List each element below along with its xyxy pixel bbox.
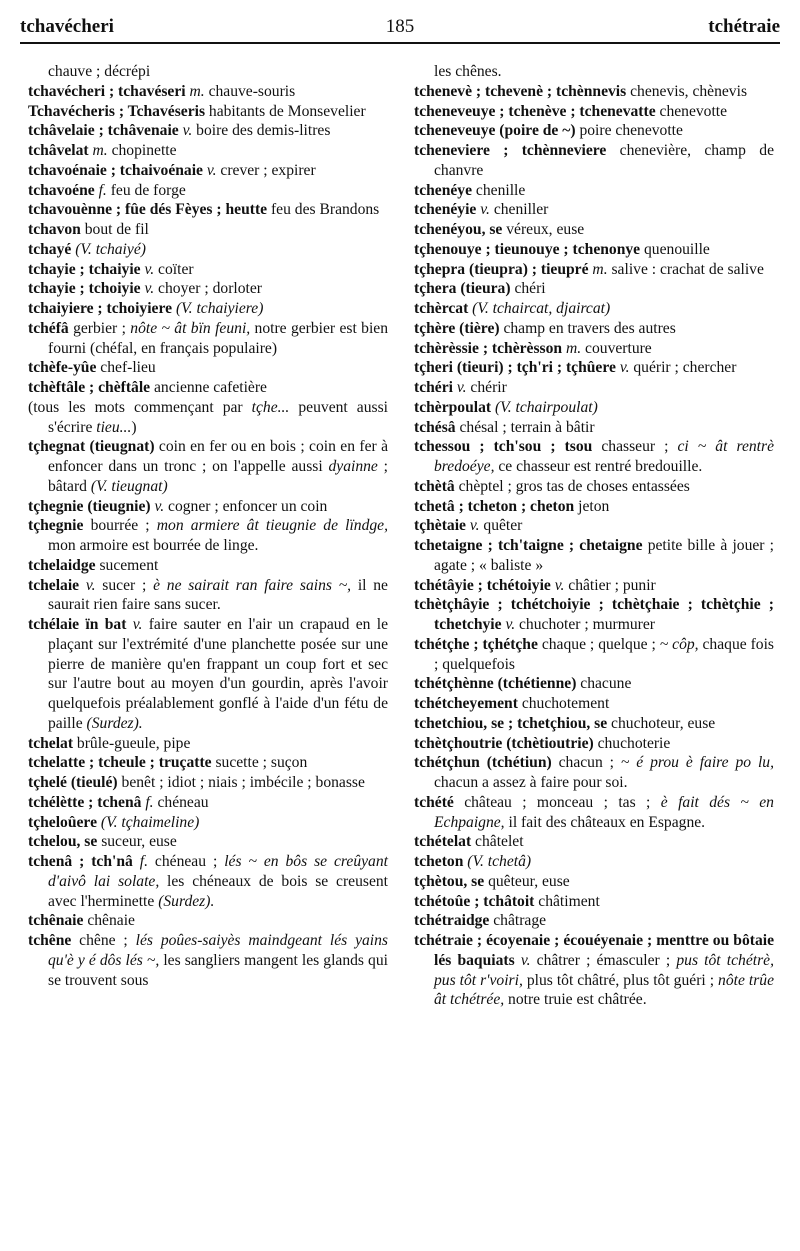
definition-text: jeton: [574, 497, 610, 515]
dictionary-entry: [28, 556, 388, 576]
grammar-label: m.: [88, 142, 108, 159]
definition-text: feu de forge: [106, 181, 186, 199]
definition-text: chênaie: [83, 912, 135, 930]
headword: tchâvelaie ; tchâvenaie: [28, 122, 179, 140]
headword: tchenâ ; tch'nâ: [28, 853, 133, 870]
headword: tchetâ ; tcheton ; cheton: [414, 497, 575, 515]
right-column: [414, 62, 774, 1010]
dictionary-entry: [414, 832, 774, 852]
dictionary-entry: [28, 82, 388, 102]
definition-text: chéri: [510, 280, 546, 298]
dictionary-entry: [28, 398, 388, 438]
header-rule: [20, 42, 780, 44]
dictionary-entry: [414, 911, 774, 931]
dictionary-entry: [28, 773, 388, 793]
italic-note: (Surdez).: [86, 714, 143, 732]
grammar-label: f.: [132, 853, 148, 870]
definition-text: véreux, euse: [502, 221, 585, 238]
dictionary-entry: [28, 220, 388, 240]
definition-text: gerbier ;: [68, 319, 131, 337]
definition-text: sucement: [95, 556, 159, 574]
headword: tchâvelat: [28, 142, 89, 159]
headword: tchavécheri ; tchavéseri: [28, 82, 186, 100]
headword: tchelaie: [28, 576, 80, 594]
dictionary-entry: [28, 319, 388, 359]
italic-note: (Surdez).: [158, 892, 215, 910]
italic-note: (V. tchaiyiere): [172, 300, 264, 317]
definition-text: choyer ; dorloter: [154, 280, 262, 298]
grammar-label: m.: [185, 82, 205, 100]
example-text: pus tôt tchétrè, pus tôt r'voiri,: [434, 951, 774, 989]
example-text: mon armiere ât tieugnie de lïndge,: [156, 517, 388, 535]
dictionary-entry: [414, 477, 774, 497]
definition-text: chenille: [472, 181, 526, 199]
definition-text: habitants de Monsevelier: [205, 102, 366, 120]
definition-text: châtelet: [471, 833, 524, 851]
definition-text: chauve-souris: [204, 82, 296, 100]
dictionary-entry: [414, 200, 774, 220]
headword: tchétoûe ; tchâtoit: [414, 892, 535, 910]
headword: tçhegnat (tieugnat): [28, 438, 155, 456]
definition-text: les chênes.: [434, 63, 502, 80]
headword: tchètçhoutrie (tchètioutrie): [414, 734, 594, 752]
definition-text: coin en fer ou en bois ; coin en fer à enfoncer dans un tronc ; on l'appelle aussi: [48, 438, 388, 475]
definition-text: ancienne cafetière: [150, 379, 267, 396]
dictionary-entry: [414, 497, 774, 517]
definition-text: chaque fois ; quelquefois: [434, 635, 774, 673]
grammar-label: v.: [140, 260, 155, 278]
definition-text: château ; monceau ; tas ;: [453, 793, 661, 811]
definition-text: chuchoter ; murmurer: [515, 616, 655, 633]
definition-text: bourrée ;: [83, 517, 157, 535]
dictionary-entry: [28, 299, 388, 319]
definition-text: bout de fil: [80, 221, 149, 238]
headword: tchetaigne ; tch'taigne ; chetaigne: [414, 537, 643, 554]
definition-text: peuvent aussi s'écrire: [48, 398, 388, 436]
definition-text: quêter: [479, 517, 523, 535]
grammar-label: v.: [465, 517, 480, 535]
headword: tchétçhe ; tçhétçhe: [414, 635, 538, 653]
headword: tçhètou, se: [414, 872, 485, 890]
dictionary-entry: [414, 437, 774, 477]
definition-text: chèptel ; gros tas de choses entassées: [454, 477, 690, 495]
dictionary-entry: [28, 437, 388, 496]
dictionary-entry: [414, 674, 774, 694]
headword: tchenéyie: [414, 201, 477, 219]
headword: tchételat: [414, 833, 472, 851]
headword: tchavouènne ; fûe dés Fèyes ; heutte: [28, 201, 268, 219]
dictionary-entry: [28, 240, 388, 260]
definition-text: chuchotement: [517, 695, 610, 712]
headword: tchélaie ïn bat: [28, 616, 127, 633]
dictionary-entry: [414, 299, 774, 319]
dictionary-entry: [414, 220, 774, 240]
headword: tchavoéne: [28, 181, 95, 199]
dictionary-entry: [28, 378, 388, 398]
headword: tchétraidge: [414, 912, 490, 930]
definition-text: coïter: [154, 260, 194, 278]
headword: tchênaie: [28, 912, 84, 930]
dictionary-entry: [28, 102, 388, 122]
definition-text: chésal ; terrain à bâtir: [455, 418, 595, 436]
definition-text: châtier ; punir: [564, 576, 656, 594]
dictionary-entry: [414, 181, 774, 201]
headword: tchétçhènne (tchétienne): [414, 675, 577, 693]
header-first-entry: tchavécheri: [20, 16, 114, 37]
italic-note: (V. tçhaimeline): [97, 813, 200, 831]
left-column: [28, 62, 388, 990]
example-text: è ne sairait ran faire sains ~,: [153, 576, 352, 594]
definition-text: chenevière, champ de chanvre: [434, 142, 774, 179]
dictionary-entry: [28, 931, 388, 990]
headword: tçhètaie: [414, 517, 466, 535]
dictionary-entry: [414, 240, 774, 260]
definition-text: chenevotte: [655, 102, 728, 120]
dictionary-entry: [414, 378, 774, 398]
headword: tcheneviere ; tchènneviere: [414, 142, 607, 159]
dictionary-entry: [28, 576, 388, 616]
definition-text: sucer ;: [95, 576, 154, 594]
definition-text: feu des Brandons: [267, 201, 380, 219]
definition-text: salive : crachat de salive: [607, 260, 764, 278]
definition-text: chasseur ;: [592, 438, 678, 456]
grammar-label: v.: [202, 161, 217, 179]
italic-note: (V. tchaircat, djaircat): [468, 300, 611, 317]
dictionary-entry: [28, 615, 388, 734]
dictionary-entry: [28, 62, 388, 82]
dictionary-entry: [414, 319, 774, 339]
definition-text: chêne ;: [71, 932, 136, 949]
page-number: 185: [385, 16, 415, 37]
dictionary-entry: [414, 62, 774, 82]
headword: tçhegnie (tieugnie): [28, 497, 151, 515]
dictionary-entry: [414, 635, 774, 675]
definition-text: châtiment: [534, 892, 600, 910]
definition-text: sucette ; suçon: [211, 754, 308, 772]
dictionary-entry: [28, 181, 388, 201]
dictionary-entry: [28, 358, 388, 378]
definition-text: brûle-gueule, pipe: [73, 734, 191, 752]
dictionary-entry: [414, 714, 774, 734]
headword: tchêne: [28, 932, 72, 949]
headword: tchéfâ: [28, 319, 69, 337]
definition-text: chacun ;: [551, 754, 621, 772]
headword: tçhelé (tieulé): [28, 774, 118, 791]
headword: tchenevè ; tchevenè ; tchènnevis: [414, 82, 627, 100]
example-text: lés poûes-saiyès maindgeant lés yains qu'è y é dôs lés ~,: [48, 932, 388, 969]
dictionary-entry: [414, 734, 774, 754]
example-text: ci ~ ât rentrè bredoéye,: [434, 438, 775, 475]
definition-text: chéneau ;: [148, 853, 225, 870]
italic-note: (V. tchetâ): [463, 853, 532, 870]
headword: tchavon: [28, 221, 81, 238]
headword: tchelou, se: [28, 833, 98, 851]
definition-text: chérir: [466, 379, 507, 396]
dictionary-entry: [414, 418, 774, 438]
italic-note: tieu...: [96, 418, 132, 436]
header-last-entry: tchétraie: [708, 16, 780, 37]
grammar-label: v.: [79, 576, 96, 594]
headword: tchayie ; tchaiyie: [28, 260, 141, 278]
page-header: [20, 12, 780, 42]
definition-text: châtrage: [489, 912, 547, 930]
example-text: lés ~ en bôs se creûyant d'aivô lai solate,: [48, 853, 388, 890]
headword: tçheri (tieuri) ; tçh'ri ; tçhûere: [414, 359, 616, 377]
definition-text: champ en travers des autres: [499, 319, 676, 337]
definition-text: (tous les mots commençant par: [28, 398, 252, 416]
grammar-label: v.: [178, 122, 193, 140]
headword: tchenéyou, se: [414, 221, 503, 238]
dictionary-entry: [414, 753, 774, 793]
dictionary-entry: [28, 161, 388, 181]
definition-text: les chéneaux de bois se creusent avec l'herminette: [48, 872, 388, 910]
headword: tçhepra (tieupra) ; tieupré: [414, 260, 589, 278]
example-text: nôte trûe ât tchétrée,: [434, 971, 774, 1009]
definition-text: chéneau: [153, 793, 209, 811]
headword: tchèfe-yûe: [28, 359, 97, 377]
dictionary-entry: [28, 852, 388, 911]
dictionary-entry: [414, 260, 774, 280]
definition-text: crever ; expirer: [216, 161, 316, 179]
dictionary-entry: [414, 358, 774, 378]
headword: tchétçhun (tchétiun): [414, 754, 552, 772]
dictionary-entry: [414, 121, 774, 141]
headword: tchétraie ; écoyenaie ; écouéyenaie ; menttre ou bôtaie lés baquiats: [414, 932, 774, 969]
dictionary-entry: [28, 497, 388, 517]
dictionary-entry: [414, 339, 774, 359]
headword: tchèftâle ; chèftâle: [28, 379, 151, 396]
dictionary-entry: [28, 753, 388, 773]
italic-note: tçhe...: [251, 398, 290, 416]
headword: tçhenouye ; tieunouye ; tchenonye: [414, 240, 641, 258]
definition-text: plus tôt châtré, plus tôt guéri ;: [522, 971, 719, 989]
definition-text: quenouille: [640, 240, 710, 258]
dictionary-entry: [28, 911, 388, 931]
definition-text: benêt ; idiot ; niais ; imbécile ; bonasse: [117, 774, 365, 791]
definition-text: notre gerbier est bien fourni (chéfal, en français populaire): [48, 319, 389, 357]
definition-text: il fait des châteaux en Espagne.: [504, 813, 706, 831]
dictionary-entry: [28, 121, 388, 141]
dictionary-entry: [28, 260, 388, 280]
example-text: è fait dés ~ en Echpaigne,: [434, 793, 774, 831]
headword: tçhegnie: [28, 517, 84, 535]
definition-text: chopinette: [107, 142, 177, 159]
headword: tchésâ: [414, 418, 456, 436]
grammar-label: v.: [501, 616, 516, 633]
dictionary-entry: [414, 102, 774, 122]
dictionary-entry: [414, 872, 774, 892]
headword: tchavoénaie ; tchaivoénaie: [28, 161, 203, 179]
headword: tçheloûere: [28, 813, 97, 831]
definition-text: petite bille à jouer ; agate ; « baliste »: [434, 537, 774, 574]
headword: tchètâ: [414, 477, 455, 495]
dictionary-entry: [414, 576, 774, 596]
definition-text: suceur, euse: [97, 833, 177, 851]
definition-text: chef-lieu: [96, 359, 156, 377]
headword: tchétâyie ; tchétoiyie: [414, 576, 551, 594]
dictionary-entry: [414, 279, 774, 299]
dictionary-entry: [28, 200, 388, 220]
dictionary-entry: [414, 852, 774, 872]
headword: tcheton: [414, 853, 464, 870]
dictionary-entry: [28, 734, 388, 754]
dictionary-entry: [414, 892, 774, 912]
grammar-label: v.: [150, 497, 165, 515]
definition-text: chuchoteur, euse: [607, 714, 716, 732]
definition-text: cogner ; enfoncer un coin: [164, 497, 328, 515]
dictionary-entry: [414, 694, 774, 714]
headword: tchelaidge: [28, 556, 96, 574]
definition-text: quérir ; chercher: [629, 359, 737, 377]
definition-text: faire sauter en l'air un crapaud en le plaçant sur l'extrémité d'une planchette posée sur une pierre de manière qu'en frappant un coup fort et sec sur l'autre bout au moyen d'un gourdin, après l'avoir quelquefois préalablement gonflé à l'aide d'un fétu de paille: [48, 616, 389, 732]
definition-text: cheniller: [489, 201, 549, 219]
grammar-label: m.: [588, 260, 608, 278]
definition-text: châtrer ; émasculer ;: [530, 951, 677, 969]
definition-text: chacun a assez à faire pour soi.: [434, 774, 628, 791]
headword: tcheneveuye (poire de ~): [414, 122, 576, 140]
dictionary-entry: [414, 82, 774, 102]
definition-text: chenevis, chènevis: [626, 82, 748, 100]
dictionary-entry: [28, 141, 388, 161]
headword: tçhera (tieura): [414, 280, 511, 298]
headword: tchaiyiere ; tchoiyiere: [28, 300, 173, 317]
grammar-label: f.: [94, 181, 107, 199]
headword: tchetchiou, se ; tchetçhiou, se: [414, 714, 608, 732]
dictionary-entry: [414, 536, 774, 576]
grammar-label: v.: [514, 951, 531, 969]
headword: tchéri: [414, 379, 453, 396]
headword: tchété: [414, 793, 454, 811]
headword: tchètçhâyie ; tchétchoiyie ; tchètçhaie ; tchètçhie ; tchetchyie: [414, 596, 774, 633]
definition-text: chauve ; décrépi: [48, 63, 151, 80]
headword: tchelat: [28, 734, 74, 752]
grammar-label: v.: [140, 280, 155, 298]
italic-note: (V. tieugnat): [90, 477, 168, 495]
definition-text: ; bâtard: [48, 458, 388, 495]
grammar-label: v.: [615, 359, 630, 377]
definition-text: il ne saurait rien faire sans sucer.: [48, 576, 388, 614]
definition-text: chacune: [576, 675, 632, 693]
headword: tchèrpoulat: [414, 398, 492, 416]
definition-text: poire chenevotte: [575, 122, 683, 140]
example-text: ~ é prou è faire po lu,: [620, 754, 775, 772]
headword: tcheneveuye ; tchenève ; tchenevatte: [414, 102, 656, 120]
definition-text: mon armoire est bourrée de linge.: [48, 537, 259, 554]
dictionary-entry: [414, 398, 774, 418]
definition-text: quêteur, euse: [484, 872, 570, 890]
definition-text: boire des demis-litres: [192, 122, 331, 140]
definition-text: notre truie est châtrée.: [504, 991, 647, 1009]
definition-text: chaque ; quelque ;: [537, 635, 660, 653]
definition-text: les sangliers mangent les glands qui se trouvent sous: [48, 951, 388, 989]
headword: tchèrèssie ; tchèrèsson: [414, 339, 563, 357]
headword: tchelatte ; tcheule ; truçatte: [28, 754, 212, 772]
example-text: ~ côp,: [659, 635, 699, 653]
dictionary-entry: [414, 516, 774, 536]
italic-note: (V. tchairpoulat): [491, 398, 598, 416]
definition-text: couverture: [581, 339, 652, 357]
dictionary-entry: [414, 141, 774, 181]
italic-note: (V. tchaiyé): [71, 240, 146, 258]
headword: Tchavécheris ; Tchavéseris: [28, 102, 206, 120]
grammar-label: v.: [452, 379, 467, 396]
headword: tchayé: [28, 240, 72, 258]
italic-note: dyainne: [328, 458, 378, 475]
definition-text: chuchoterie: [593, 734, 671, 752]
grammar-label: f.: [141, 793, 154, 811]
grammar-label: v.: [126, 616, 143, 633]
definition-text: ce chasseur est rentré bredouille.: [494, 458, 703, 475]
dictionary-entry: [414, 595, 774, 635]
headword: tchayie ; tchoiyie: [28, 280, 141, 298]
dictionary-entry: [28, 832, 388, 852]
headword: tchélètte ; tchenâ: [28, 793, 142, 811]
grammar-label: m.: [562, 339, 582, 357]
headword: tçhère (tière): [414, 319, 500, 337]
definition-text: ): [131, 418, 137, 436]
grammar-label: v.: [550, 576, 565, 594]
dictionary-entry: [414, 793, 774, 833]
headword: tchèrcat: [414, 300, 469, 317]
dictionary-entry: [414, 931, 774, 1010]
headword: tchétcheyement: [414, 695, 518, 712]
dictionary-entry: [28, 279, 388, 299]
dictionary-entry: [28, 813, 388, 833]
example-text: nôte ~ ât bïn feuni,: [130, 319, 251, 337]
dictionary-entry: [28, 516, 388, 556]
dictionary-entry: [28, 793, 388, 813]
headword: tchessou ; tch'sou ; tsou: [414, 438, 593, 456]
headword: tchenéye: [414, 181, 473, 199]
grammar-label: v.: [476, 201, 490, 219]
